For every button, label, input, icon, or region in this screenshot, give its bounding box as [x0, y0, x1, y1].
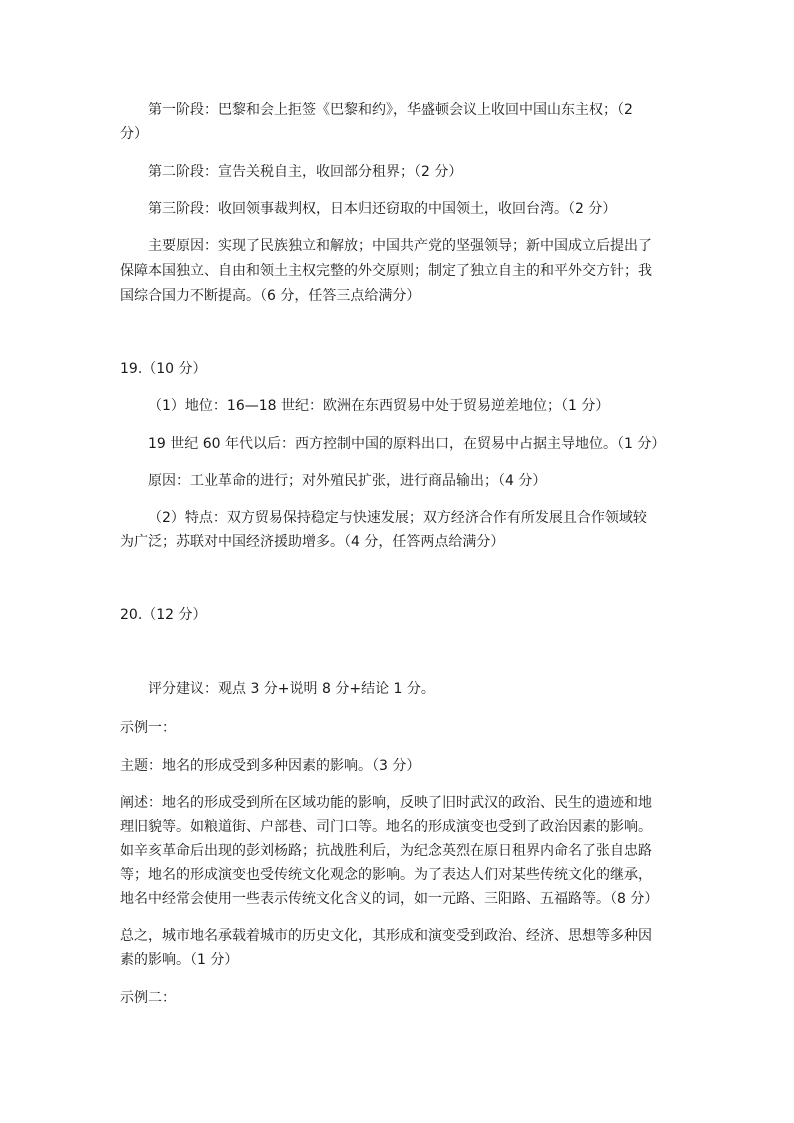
stage2-line: 第二阶段：宣告关税自主，收回部分租界；（2 分） [148, 164, 463, 180]
stage1-line-2: 分） [120, 126, 148, 142]
q20-explain-line-1: 阐述：地名的形成受到所在区域功能的影响，反映了旧时武汉的政治、民生的遗迹和地 [120, 795, 652, 811]
q20-conclusion-line-1: 总之，城市地名承载着城市的历史文化，其形成和演变受到政治、经济、思想等多种因 [120, 928, 652, 944]
q20-explain-line-2: 理旧貌等。如粮道街、户部巷、司门口等。地名的形成演变也受到了政治因素的影响。 [120, 819, 652, 835]
q20-explain-line-4: 等；地名的形成演变也受传统文化观念的影响。为了表达人们对某些传统文化的继承， [120, 867, 652, 883]
main-reason-line-3: 国综合国力不断提高。（6 分，任答三点给满分） [120, 288, 421, 304]
q20-explain-line-5: 地名中经常会使用一些表示传统文化含义的词，如一元路、三阳路、五福路等。（8 分） [120, 891, 659, 907]
q19-part1-reason: 原因：工业革命的进行；对外殖民扩张，进行商品输出；（4 分） [148, 473, 547, 489]
main-reason-line-1: 主要原因：实现了民族独立和解放；中国共产党的坚强领导；新中国成立后提出了 [148, 238, 652, 254]
stage3-line: 第三阶段：收回领事裁判权，日本归还窃取的中国领土，收回台湾。（2 分） [148, 201, 617, 217]
stage1-line-1: 第一阶段：巴黎和会上拒签《巴黎和约》，华盛顿会议上收回中国山东主权；（2 [148, 102, 633, 118]
question-19-header: 19.（10 分） [120, 361, 207, 377]
question-20-header: 20.（12 分） [120, 607, 207, 623]
q19-part1-after-1860s: 19 世纪 60 年代以后：西方控制中国的原料出口，在贸易中占据主导地位。（1 分） [148, 436, 666, 452]
q19-part1-status: （1）地位：16—18 世纪：欧洲在东西贸易中处于贸易逆差地位；（1 分） [148, 398, 610, 414]
q20-theme: 主题：地名的形成受到多种因素的影响。（3 分） [120, 758, 421, 774]
q20-conclusion-line-2: 素的影响。（1 分） [120, 952, 239, 968]
q20-explain-line-3: 如辛亥革命后出现的彭刘杨路；抗战胜利后，为纪念英烈在原日租界内命名了张自忠路 [120, 843, 652, 859]
main-reason-line-2: 保障本国独立、自由和领土主权完整的外交原则；制定了独立自主的和平外交方针；我 [120, 263, 652, 279]
q20-example-2-label: 示例二： [120, 990, 176, 1006]
q19-part2-line-1: （2）特点：双方贸易保持稳定与快速发展；双方经济合作有所发展且合作领域较 [148, 510, 647, 526]
q19-part2-line-2: 为广泛；苏联对中国经济援助增多。（4 分，任答两点给满分） [120, 534, 505, 550]
q20-scoring-advice: 评分建议：观点 3 分+说明 8 分+结论 1 分。 [148, 681, 435, 697]
q20-example-1-label: 示例一： [120, 720, 176, 736]
